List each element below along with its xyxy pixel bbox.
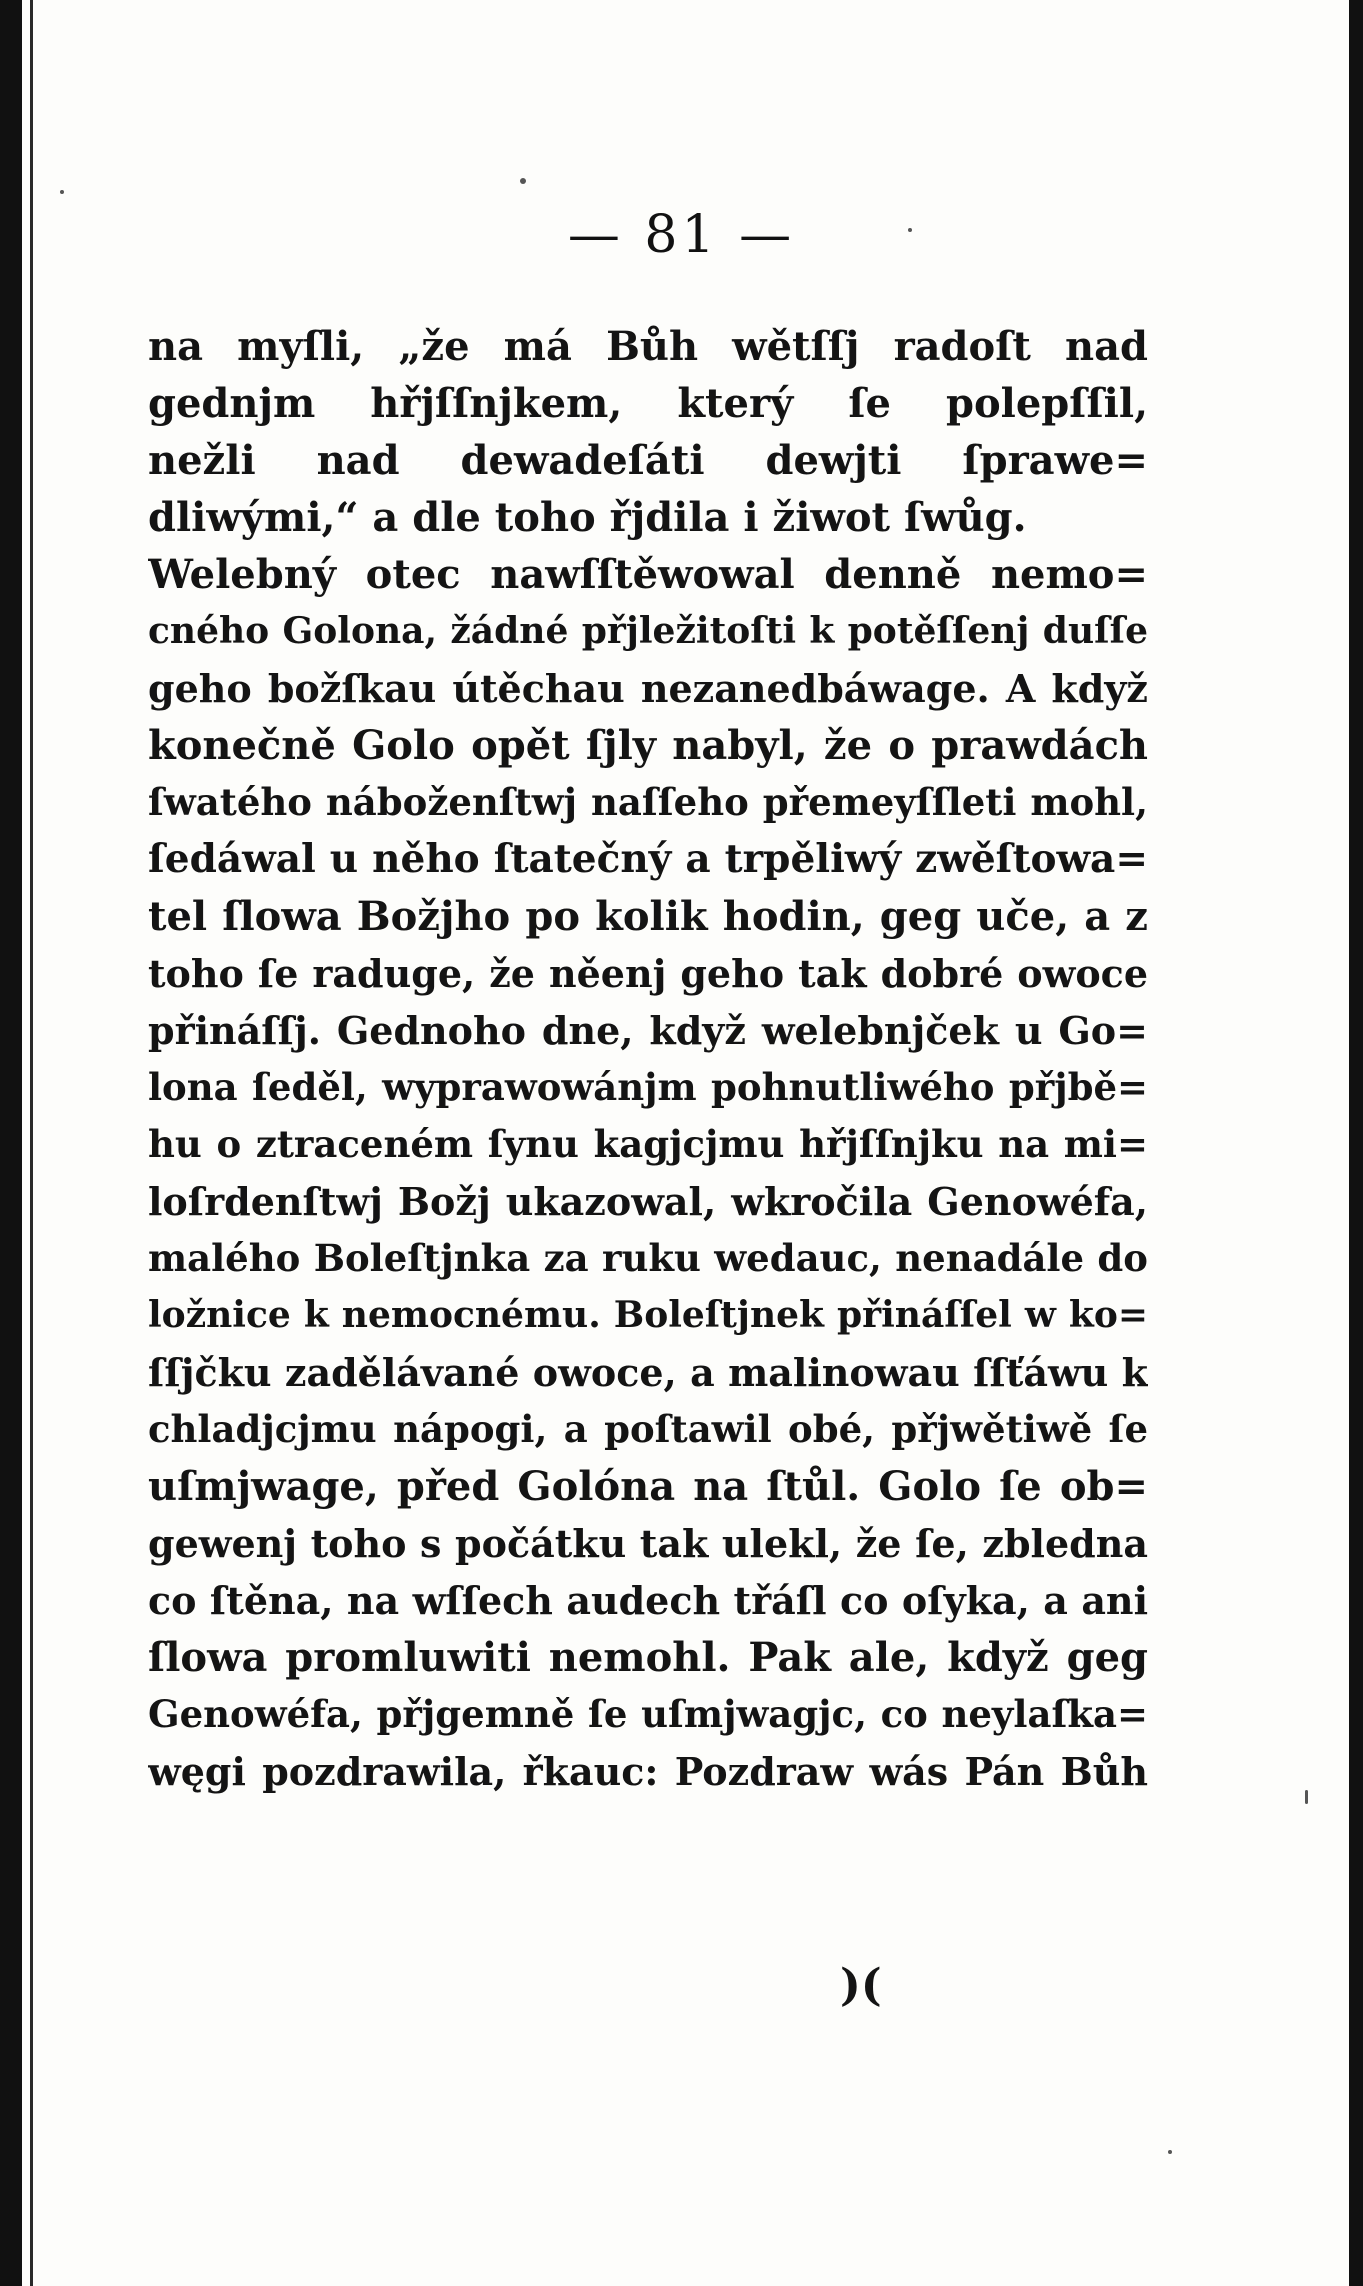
- scan-left-border: [0, 0, 22, 2286]
- scan-binding-line: [30, 0, 33, 2286]
- text-line: nežli nad dewadeſáti dewjti ſprawe=: [148, 437, 1148, 484]
- text-line: węgi pozdrawila, řkauc: Pozdraw wás Pán Bůh: [148, 1749, 1148, 1794]
- text-line: na myſli, „že má Bůh wětſſj radoſt nad: [148, 323, 1148, 370]
- text-line: ſwatého náboženſtwj naſſeho přemeyſſleti mohl,: [148, 780, 1148, 824]
- scan-speck: [520, 178, 526, 184]
- text-line: cného Golona, žádné přjležitoſti k potěſſenj duſſe: [148, 610, 1148, 652]
- text-line: tel ſlowa Božjho po kolik hodin, geg uče, a z: [148, 893, 1148, 940]
- catchword: )(: [840, 1960, 882, 2011]
- scan-speck: [1168, 2150, 1172, 2154]
- scan-right-border: [1349, 0, 1363, 2286]
- text-line: ſlowa promluwiti nemohl. Pak ale, když geg: [148, 1634, 1148, 1681]
- text-line: toho ſe raduge, že něenj geho tak dobré owoce: [148, 951, 1148, 996]
- body-text: [148, 318, 1148, 1800]
- text-line: ſſjčku zadělávané owoce, a malinowau ſſťáwu k: [148, 1350, 1148, 1395]
- text-line: hu o ztraceném ſynu kagjcjmu hřjſſnjku na mi=: [148, 1122, 1148, 1166]
- text-line: malého Boleſtjnka za ruku wedauc, nenadále do: [148, 1236, 1148, 1280]
- text-line: Welebný otec nawſſtěwowal denně nemo=: [148, 551, 1148, 598]
- text-line: co ſtěna, na wſſech audech třáſl co oſyka, a ani: [148, 1578, 1148, 1623]
- text-line: chladjcjmu nápogi, a poſtawil obé, přjwětiwě ſe: [148, 1407, 1148, 1451]
- page-number: — 81 —: [567, 205, 796, 265]
- text-line: Genowéfa, přjgemně ſe uſmjwagjc, co neylaſka=: [148, 1692, 1148, 1736]
- text-line: gewenj toho s počátku tak ulekl, že ſe, zbledna: [148, 1521, 1148, 1566]
- text-line: gednjm hřjſſnjkem, který ſe polepſſil,: [148, 380, 1148, 427]
- text-line: uſmjwage, před Golóna na ſtůl. Golo ſe ob=: [148, 1463, 1148, 1510]
- scan-speck: [60, 190, 64, 194]
- text-line: konečně Golo opět ſjly nabyl, že o prawdách: [148, 722, 1148, 769]
- text-line: přináſſj. Gednoho dne, když welebnjček u Go=: [148, 1008, 1148, 1053]
- text-line: ſedáwal u něho ſtatečný a trpěliwý zwěſtowa=: [148, 836, 1148, 882]
- scan-speck: [1305, 1790, 1308, 1804]
- text-line: ložnice k nemocnému. Boleſtjnek přináſſel w ko=: [148, 1294, 1148, 1336]
- text-line: dliwými,“ a dle toho řjdila i žiwot ſwůg.: [148, 494, 1027, 541]
- text-line: loſrdenſtwj Božj ukazowal, wkročila Genowéfa,: [148, 1179, 1148, 1224]
- text-line: lona ſeděl, wyprawowánjm pohnutliwého přjbě=: [148, 1065, 1148, 1109]
- text-line: geho božſkau útěchau nezanedbáwage. A když: [148, 666, 1148, 711]
